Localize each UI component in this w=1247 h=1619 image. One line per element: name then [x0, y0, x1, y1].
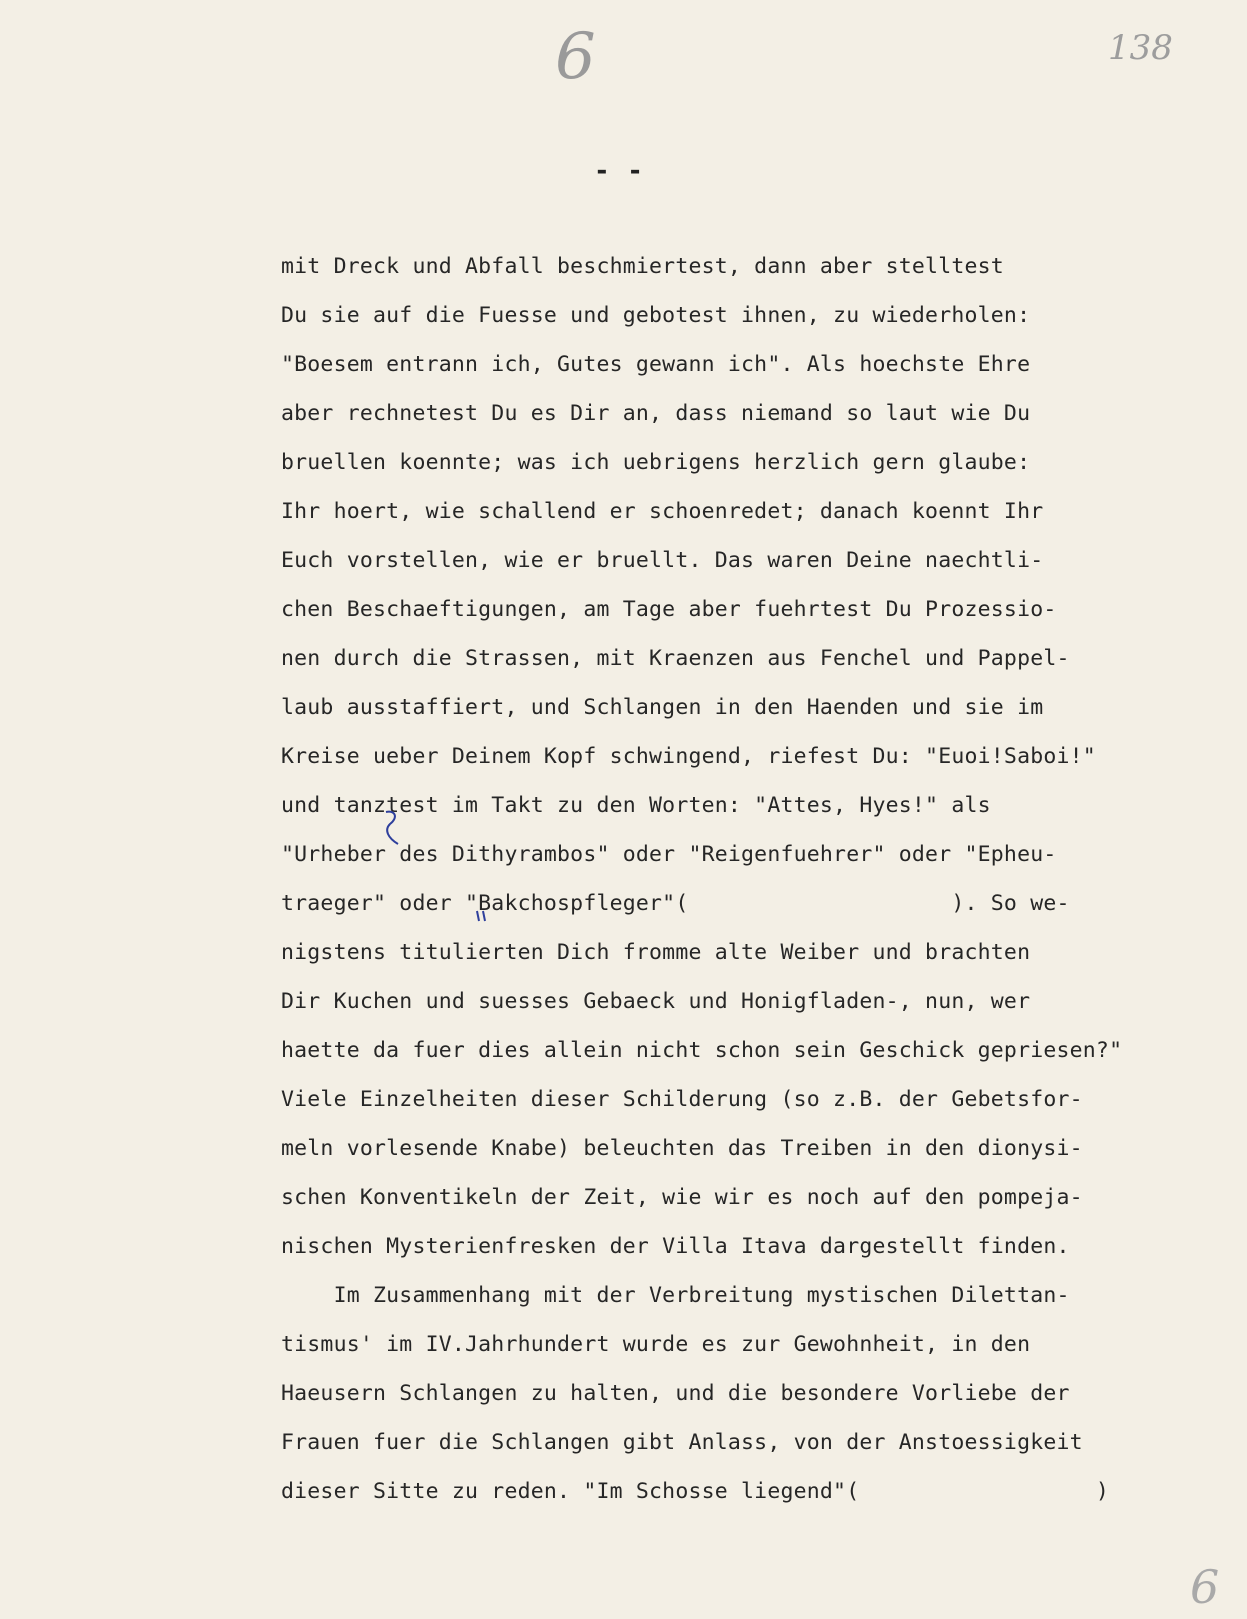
text-line: traeger" oder "Bakchospfleger"( ). So we- [281, 891, 1070, 916]
quote-stroke-icon [474, 909, 490, 927]
text-line: aber rechnetest Du es Dir an, dass niemand so laut wie Du [281, 401, 1031, 426]
text-line: und tanztest im Takt zu den Worten: "Attes, Hyes!" als [281, 793, 991, 818]
text-line: Frauen fuer die Schlangen gibt Anlass, von der Anstoessigkeit [281, 1430, 1083, 1455]
text-line: "Boesem entrann ich, Gutes gewann ich". Als hoechste Ehre [281, 352, 1031, 377]
handwritten-folio-number: 138 [1108, 28, 1173, 68]
page-header-dashes: - - [594, 156, 644, 186]
text-line: tismus' im IV.Jahrhundert wurde es zur Gewohnheit, in den [281, 1332, 1031, 1357]
text-line: nischen Mysterienfresken der Villa Itava dargestellt finden. [281, 1234, 1070, 1259]
text-line: laub ausstaffiert, und Schlangen in den Haenden und sie im [281, 695, 1044, 720]
text-line: Kreise ueber Deinem Kopf schwingend, riefest Du: "Euoi!Saboi!" [281, 744, 1096, 769]
text-line: Euch vorstellen, wie er bruellt. Das waren Deine naechtli- [281, 548, 1044, 573]
text-line: Ihr hoert, wie schallend er schoenredet; danach koennt Ihr [281, 499, 1044, 524]
text-line: "Urheber des Dithyrambos" oder "Reigenfuehrer" oder "Epheu- [281, 842, 1057, 867]
text-line: meln vorlesende Knabe) beleuchten das Treiben in den dionysi- [281, 1136, 1083, 1161]
text-line: schen Konventikeln der Zeit, wie wir es noch auf den pompeja- [281, 1185, 1083, 1210]
text-line: bruellen koennte; was ich uebrigens herzlich gern glaube: [281, 450, 1031, 475]
text-line: Dir Kuchen und suesses Gebaeck und Honigfladen-, nun, wer [281, 989, 1031, 1014]
text-line: mit Dreck und Abfall beschmiertest, dann aber stelltest [281, 254, 1004, 279]
handwritten-bottom-number: 6 [1190, 1560, 1220, 1614]
text-line: dieser Sitte zu reden. "Im Schosse liegend"( ) [281, 1479, 1110, 1504]
handwritten-correction-mark [382, 808, 404, 855]
text-line: Im Zusammenhang mit der Verbreitung mystischen Dilettan- [281, 1283, 1070, 1308]
text-line: nigstens titulierten Dich fromme alte Weiber und brachten [281, 940, 1031, 965]
handwritten-quote-mark [474, 908, 490, 933]
handwritten-page-number: 6 [555, 20, 596, 94]
text-line: chen Beschaeftigungen, am Tage aber fuehrtest Du Prozessio- [281, 597, 1057, 622]
text-line: haette da fuer dies allein nicht schon sein Geschick gepriesen?" [281, 1038, 1123, 1063]
correction-stroke-icon [382, 808, 404, 848]
text-line: nen durch die Strassen, mit Kraenzen aus Fenchel und Pappel- [281, 646, 1070, 671]
text-line: Haeusern Schlangen zu halten, und die besondere Vorliebe der [281, 1381, 1070, 1406]
text-line: Du sie auf die Fuesse und gebotest ihnen, zu wiederholen: [281, 303, 1031, 328]
text-line: Viele Einzelheiten dieser Schilderung (so z.B. der Gebetsfor- [281, 1087, 1083, 1112]
